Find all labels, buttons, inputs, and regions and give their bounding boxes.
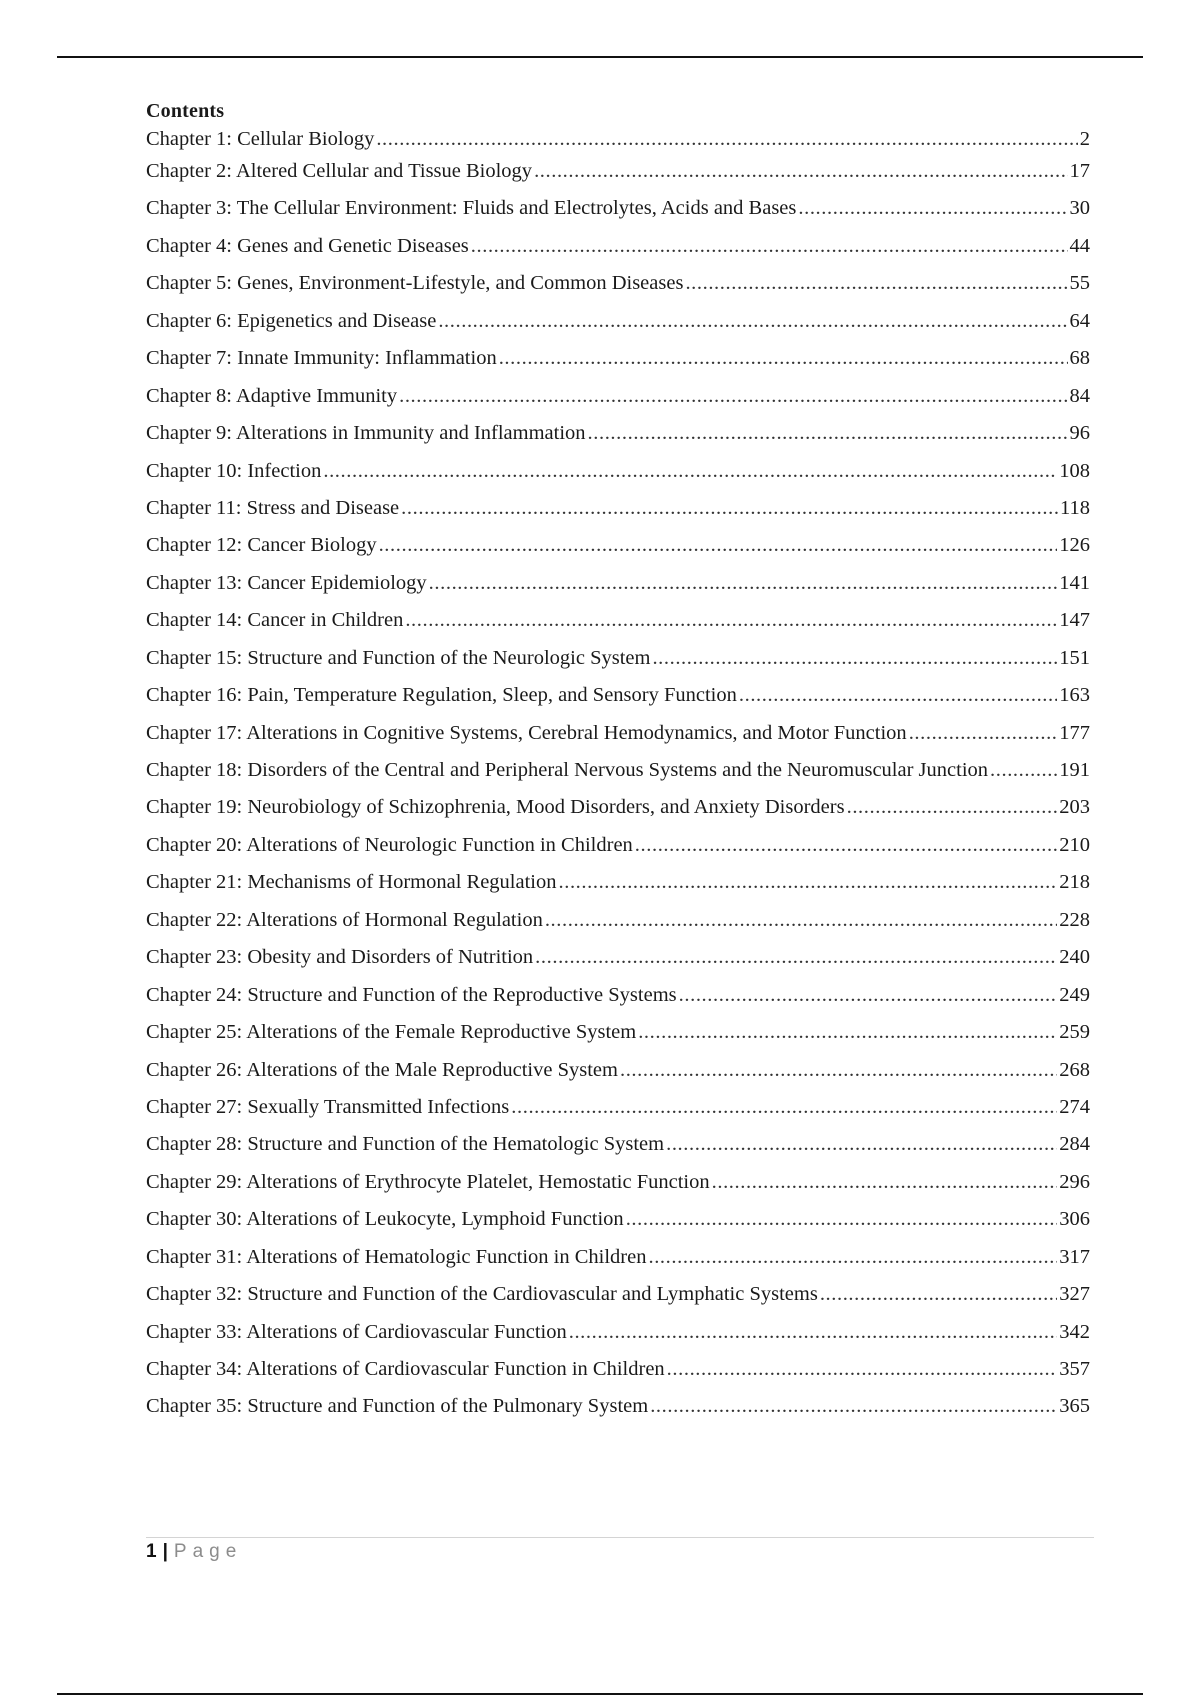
toc-entry-title: Chapter 18: Disorders of the Central and Peripheral Nervous Systems and the Neuromuscular Junction bbox=[146, 759, 989, 781]
toc-dot-leader bbox=[534, 156, 1067, 186]
toc-entry[interactable] bbox=[146, 905, 1090, 942]
toc-dot-leader bbox=[535, 942, 1057, 972]
footer-separator: | bbox=[162, 1541, 168, 1562]
toc-entry-title: Chapter 30: Alterations of Leukocyte, Lymphoid Function bbox=[146, 1208, 624, 1231]
toc-entry-page-number: 177 bbox=[1059, 721, 1090, 744]
toc-dot-leader bbox=[712, 1167, 1058, 1197]
bottom-page-border bbox=[57, 1693, 1143, 1695]
toc-entry-title: Chapter 34: Alterations of Cardiovascular Function in Children bbox=[146, 1358, 665, 1380]
toc-entry[interactable] bbox=[146, 343, 1090, 380]
toc-entry-title: Chapter 21: Mechanisms of Hormonal Regulation bbox=[146, 871, 557, 894]
toc-entry-page-number: 17 bbox=[1069, 160, 1090, 182]
toc-entry-page-number: 342 bbox=[1059, 1320, 1090, 1343]
toc-entry-page-number: 147 bbox=[1059, 609, 1090, 632]
toc-entry-title: Chapter 1: Cellular Biology bbox=[146, 128, 375, 150]
toc-entry-page-number: 44 bbox=[1069, 234, 1090, 257]
toc-entry-page-number: 317 bbox=[1059, 1245, 1090, 1268]
toc-entry-title: Chapter 9: Alterations in Immunity and Inflammation bbox=[146, 422, 586, 445]
toc-entry[interactable] bbox=[146, 124, 1090, 156]
toc-entry-page-number: 68 bbox=[1069, 347, 1090, 370]
toc-entry[interactable] bbox=[146, 942, 1090, 979]
toc-entry-page-number: 2 bbox=[1079, 128, 1090, 150]
toc-entry-page-number: 218 bbox=[1059, 871, 1090, 894]
toc-entry[interactable] bbox=[146, 456, 1090, 493]
top-page-border bbox=[57, 56, 1143, 58]
toc-entry-page-number: 163 bbox=[1059, 684, 1090, 707]
toc-dot-leader bbox=[399, 381, 1067, 411]
toc-entry-title: Chapter 16: Pain, Temperature Regulation, Sleep, and Sensory Function bbox=[146, 684, 737, 707]
table-of-contents bbox=[146, 124, 1090, 1429]
toc-entry-title: Chapter 22: Alterations of Hormonal Regulation bbox=[146, 908, 543, 931]
toc-entry-title: Chapter 6: Epigenetics and Disease bbox=[146, 309, 437, 332]
toc-dot-leader bbox=[667, 1354, 1058, 1384]
toc-entry-title: Chapter 33: Alterations of Cardiovascular Function bbox=[146, 1320, 567, 1343]
toc-dot-leader bbox=[635, 830, 1057, 860]
toc-entry[interactable] bbox=[146, 1391, 1090, 1428]
toc-entry[interactable] bbox=[146, 1167, 1090, 1204]
toc-entry[interactable] bbox=[146, 530, 1090, 567]
toc-entry[interactable] bbox=[146, 1242, 1090, 1279]
toc-dot-leader bbox=[652, 643, 1057, 673]
toc-entry-page-number: 84 bbox=[1069, 384, 1090, 407]
toc-entry-page-number: 357 bbox=[1059, 1358, 1090, 1380]
toc-dot-leader bbox=[405, 605, 1057, 635]
toc-entry[interactable] bbox=[146, 1129, 1090, 1166]
toc-entry-title: Chapter 13: Cancer Epidemiology bbox=[146, 571, 427, 594]
toc-entry-page-number: 268 bbox=[1059, 1058, 1090, 1081]
toc-entry[interactable] bbox=[146, 792, 1090, 829]
toc-dot-leader bbox=[499, 343, 1068, 373]
toc-entry-title: Chapter 31: Alterations of Hematologic Function in Children bbox=[146, 1245, 647, 1268]
toc-dot-leader bbox=[685, 268, 1067, 298]
toc-entry-title: Chapter 19: Neurobiology of Schizophrenia, Mood Disorders, and Anxiety Disorders bbox=[146, 796, 845, 819]
toc-entry-page-number: 296 bbox=[1059, 1170, 1090, 1193]
toc-entry-page-number: 240 bbox=[1059, 946, 1090, 969]
toc-entry[interactable] bbox=[146, 867, 1090, 904]
toc-entry-title: Chapter 12: Cancer Biology bbox=[146, 534, 377, 557]
toc-entry-page-number: 30 bbox=[1069, 197, 1090, 220]
toc-entry[interactable] bbox=[146, 231, 1090, 268]
toc-entry-page-number: 327 bbox=[1059, 1283, 1090, 1306]
toc-dot-leader bbox=[638, 1017, 1057, 1047]
toc-entry-page-number: 210 bbox=[1059, 833, 1090, 856]
toc-entry-page-number: 203 bbox=[1059, 796, 1090, 819]
toc-entry[interactable] bbox=[146, 830, 1090, 867]
toc-entry-page-number: 306 bbox=[1059, 1208, 1090, 1231]
toc-entry-title: Chapter 23: Obesity and Disorders of Nutrition bbox=[146, 946, 534, 969]
toc-entry-page-number: 141 bbox=[1059, 571, 1090, 594]
toc-dot-leader bbox=[990, 755, 1057, 785]
toc-entry-title: Chapter 20: Alterations of Neurologic Function in Children bbox=[146, 833, 633, 856]
toc-heading: Contents bbox=[146, 100, 225, 122]
toc-entry[interactable] bbox=[146, 1279, 1090, 1316]
toc-entry[interactable] bbox=[146, 1092, 1090, 1129]
toc-entry[interactable] bbox=[146, 193, 1090, 230]
toc-entry-page-number: 191 bbox=[1059, 759, 1090, 781]
toc-entry[interactable] bbox=[146, 568, 1090, 605]
toc-dot-leader bbox=[666, 1129, 1057, 1159]
toc-entry-title: Chapter 11: Stress and Disease bbox=[146, 496, 400, 519]
toc-entry[interactable] bbox=[146, 268, 1090, 305]
toc-entry-page-number: 55 bbox=[1069, 272, 1090, 295]
toc-entry[interactable] bbox=[146, 418, 1090, 455]
toc-entry-page-number: 284 bbox=[1059, 1133, 1090, 1156]
footer-page-label: Page bbox=[173, 1541, 243, 1562]
toc-entry-title: Chapter 32: Structure and Function of the Cardiovascular and Lymphatic Systems bbox=[146, 1283, 818, 1306]
toc-dot-leader bbox=[401, 493, 1058, 523]
toc-dot-leader bbox=[626, 1204, 1058, 1234]
toc-entry-title: Chapter 5: Genes, Environment-Lifestyle, and Common Diseases bbox=[146, 272, 684, 295]
footer-divider bbox=[146, 1537, 1094, 1538]
toc-dot-leader bbox=[648, 1242, 1057, 1272]
toc-entry-title: Chapter 3: The Cellular Environment: Fluids and Electrolytes, Acids and Bases bbox=[146, 197, 797, 220]
toc-entry-title: Chapter 27: Sexually Transmitted Infections bbox=[146, 1095, 510, 1118]
toc-entry-title: Chapter 26: Alterations of the Male Reproductive System bbox=[146, 1058, 618, 1081]
toc-entry-title: Chapter 2: Altered Cellular and Tissue Biology bbox=[146, 160, 533, 182]
toc-dot-leader bbox=[545, 905, 1057, 935]
toc-dot-leader bbox=[798, 193, 1067, 223]
toc-dot-leader bbox=[847, 792, 1058, 822]
toc-entry-title: Chapter 8: Adaptive Immunity bbox=[146, 384, 398, 407]
toc-entry-page-number: 249 bbox=[1059, 983, 1090, 1006]
toc-dot-leader bbox=[569, 1317, 1058, 1347]
toc-entry-title: Chapter 10: Infection bbox=[146, 459, 322, 482]
toc-dot-leader bbox=[323, 456, 1057, 486]
toc-dot-leader bbox=[471, 231, 1068, 261]
toc-dot-leader bbox=[376, 124, 1077, 154]
toc-entry[interactable] bbox=[146, 381, 1090, 418]
toc-entry-title: Chapter 4: Genes and Genetic Diseases bbox=[146, 234, 469, 257]
toc-entry-title: Chapter 24: Structure and Function of the Reproductive Systems bbox=[146, 983, 677, 1006]
toc-dot-leader bbox=[438, 306, 1067, 336]
toc-entry-page-number: 96 bbox=[1069, 422, 1090, 445]
toc-entry-title: Chapter 14: Cancer in Children bbox=[146, 609, 404, 632]
toc-dot-leader bbox=[679, 980, 1058, 1010]
toc-dot-leader bbox=[909, 718, 1058, 748]
toc-entry-title: Chapter 17: Alterations in Cognitive Systems, Cerebral Hemodynamics, and Motor Function bbox=[146, 721, 907, 744]
toc-entry-page-number: 108 bbox=[1059, 459, 1090, 482]
toc-entry-title: Chapter 29: Alterations of Erythrocyte Platelet, Hemostatic Function bbox=[146, 1170, 710, 1193]
toc-entry[interactable] bbox=[146, 1317, 1090, 1354]
toc-entry[interactable] bbox=[146, 1017, 1090, 1054]
toc-entry-page-number: 228 bbox=[1059, 908, 1090, 931]
toc-dot-leader bbox=[588, 418, 1068, 448]
toc-entry[interactable] bbox=[146, 1055, 1090, 1092]
toc-entry[interactable] bbox=[146, 156, 1090, 193]
toc-dot-leader bbox=[650, 1391, 1057, 1421]
toc-dot-leader bbox=[739, 680, 1057, 710]
toc-entry[interactable] bbox=[146, 493, 1090, 530]
toc-entry-page-number: 118 bbox=[1060, 496, 1090, 519]
toc-entry[interactable] bbox=[146, 1204, 1090, 1241]
toc-dot-leader bbox=[559, 867, 1058, 897]
footer-page-number: 1 bbox=[146, 1541, 157, 1562]
toc-entry-page-number: 64 bbox=[1069, 309, 1090, 332]
toc-entry-page-number: 365 bbox=[1059, 1395, 1090, 1418]
toc-dot-leader bbox=[820, 1279, 1057, 1309]
toc-entry-page-number: 126 bbox=[1059, 534, 1090, 557]
toc-entry-title: Chapter 7: Innate Immunity: Inflammation bbox=[146, 347, 497, 370]
toc-entry-page-number: 259 bbox=[1059, 1021, 1090, 1044]
toc-dot-leader bbox=[511, 1092, 1057, 1122]
toc-dot-leader bbox=[379, 530, 1058, 560]
toc-entry-title: Chapter 25: Alterations of the Female Reproductive System bbox=[146, 1021, 637, 1044]
toc-entry[interactable] bbox=[146, 755, 1090, 792]
toc-entry-page-number: 274 bbox=[1059, 1095, 1090, 1118]
toc-entry[interactable] bbox=[146, 605, 1090, 642]
toc-entry-title: Chapter 28: Structure and Function of the Hematologic System bbox=[146, 1133, 665, 1156]
toc-entry[interactable] bbox=[146, 718, 1090, 755]
toc-dot-leader bbox=[429, 568, 1058, 598]
toc-entry-title: Chapter 15: Structure and Function of the Neurologic System bbox=[146, 646, 651, 669]
toc-entry-page-number: 151 bbox=[1059, 646, 1090, 669]
page-footer bbox=[146, 1541, 242, 1563]
toc-entry[interactable] bbox=[146, 643, 1090, 680]
toc-entry[interactable] bbox=[146, 306, 1090, 343]
toc-entry[interactable] bbox=[146, 980, 1090, 1017]
toc-entry-title: Chapter 35: Structure and Function of the Pulmonary System bbox=[146, 1395, 649, 1418]
toc-entry[interactable] bbox=[146, 1354, 1090, 1391]
toc-entry[interactable] bbox=[146, 680, 1090, 717]
toc-dot-leader bbox=[620, 1055, 1057, 1085]
